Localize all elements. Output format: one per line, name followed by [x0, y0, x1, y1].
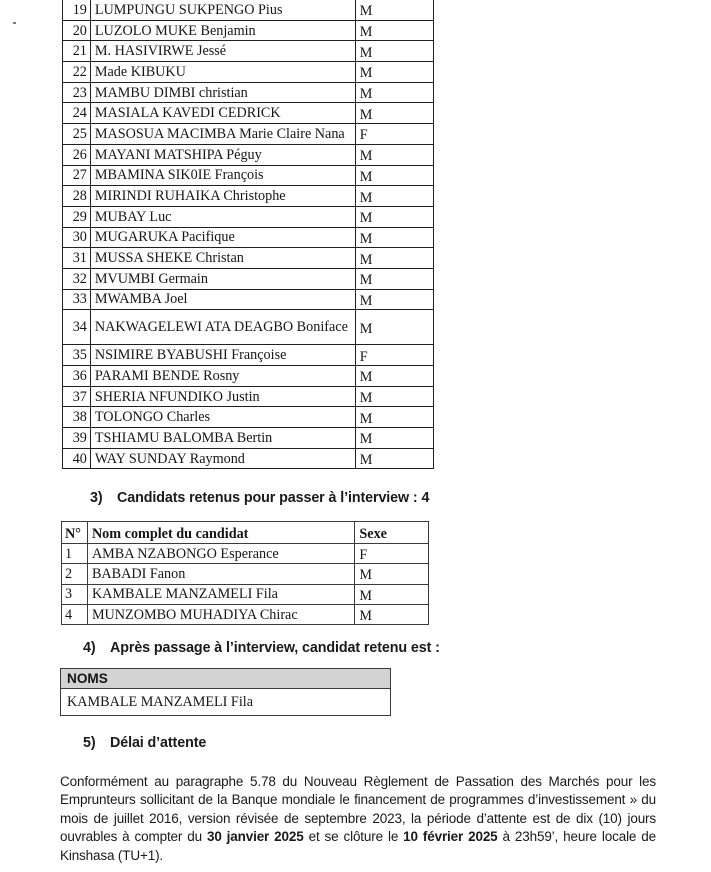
- candidate-sex: M: [355, 448, 433, 469]
- table-row: [62, 564, 429, 584]
- column-header-name: Nom complet du candidat: [87, 522, 354, 544]
- candidate-name: PARAMI BENDE Rosny: [90, 366, 355, 387]
- candidates-list-table: [62, 0, 434, 469]
- table-row: [63, 186, 434, 207]
- candidate-sex: M: [355, 268, 433, 289]
- row-number: 30: [63, 227, 91, 248]
- table-row: [63, 206, 434, 227]
- candidate-sex: M: [355, 20, 433, 41]
- candidate-sex: M: [355, 604, 429, 624]
- candidate-sex: M: [355, 386, 433, 407]
- table-row: [63, 289, 434, 310]
- section-number: 3): [90, 490, 103, 506]
- candidate-name: TOLONGO Charles: [90, 407, 355, 428]
- table-row: [63, 366, 434, 387]
- row-number: 2: [62, 564, 88, 584]
- candidate-name: M. HASIVIRWE Jessé: [90, 41, 355, 62]
- interview-candidates-table: [61, 521, 429, 625]
- candidate-name: MAYANI MATSHIPA Péguy: [90, 144, 355, 165]
- candidate-name: LUZOLO MUKE Benjamin: [90, 20, 355, 41]
- candidate-sex: M: [355, 41, 433, 62]
- table-row: [63, 268, 434, 289]
- candidate-name: MASOSUA MACIMBA Marie Claire Nana: [90, 124, 355, 145]
- paragraph-text: à 23h59’, heure locale de Kinshasa (TU+1).: [60, 829, 656, 863]
- candidate-sex: M: [355, 62, 433, 83]
- section-number: 5): [83, 735, 96, 751]
- table-row: [63, 407, 434, 428]
- table-row: [63, 0, 434, 20]
- candidate-name: MASIALA KAVEDI CEDRICK: [90, 103, 355, 124]
- selected-candidate-name: KAMBALE MANZAMELI Fila: [61, 689, 391, 716]
- row-number: 23: [63, 82, 91, 103]
- candidate-name: NAKWAGELEWI ATA DEAGBO Boniface: [90, 310, 355, 345]
- row-number: 26: [63, 144, 91, 165]
- column-header-number: N°: [62, 522, 88, 544]
- candidate-sex: M: [355, 227, 433, 248]
- table-row: [63, 227, 434, 248]
- table-row: [63, 428, 434, 449]
- table-row: [63, 41, 434, 62]
- candidate-name: BABADI Fanon: [87, 564, 354, 584]
- candidate-name: SHERIA NFUNDIKO Justin: [90, 386, 355, 407]
- row-number: 40: [63, 448, 91, 469]
- candidate-name: WAY SUNDAY Raymond: [90, 448, 355, 469]
- table-row: [63, 82, 434, 103]
- table-header-row: [61, 669, 391, 689]
- candidate-sex: M: [355, 103, 433, 124]
- candidate-name: MAMBU DIMBI christian: [90, 82, 355, 103]
- selected-candidate-table: [60, 668, 391, 716]
- candidate-sex: M: [355, 428, 433, 449]
- candidate-name: MUGARUKA Pacifique: [90, 227, 355, 248]
- row-number: 20: [63, 20, 91, 41]
- row-number: 34: [63, 310, 91, 345]
- row-number: 37: [63, 386, 91, 407]
- candidate-sex: M: [355, 366, 433, 387]
- candidate-sex: M: [355, 144, 433, 165]
- paragraph-text: et se clôture le: [303, 829, 404, 845]
- table-row: [62, 584, 429, 604]
- row-number: 32: [63, 268, 91, 289]
- table-row: [63, 165, 434, 186]
- row-number: 1: [62, 544, 88, 564]
- column-header-sex: Sexe: [355, 522, 429, 544]
- candidate-name: MBAMINA SIK0IE François: [90, 165, 355, 186]
- row-number: 19: [63, 0, 91, 20]
- row-number: 29: [63, 206, 91, 227]
- candidate-sex: M: [355, 186, 433, 207]
- section-5-heading: [83, 735, 206, 751]
- row-number: 38: [63, 407, 91, 428]
- row-number: 3: [62, 584, 88, 604]
- scan-artifact: [13, 22, 16, 24]
- row-number: 21: [63, 41, 91, 62]
- section-3-heading: [90, 490, 429, 506]
- candidate-name: MWAMBA Joel: [90, 289, 355, 310]
- section-number: 4): [83, 640, 96, 656]
- row-number: 27: [63, 165, 91, 186]
- table-header-row: [62, 522, 429, 544]
- candidate-name: MVUMBI Germain: [90, 268, 355, 289]
- table-row: [63, 248, 434, 269]
- candidate-sex: M: [355, 0, 433, 20]
- candidate-name: MUBAY Luc: [90, 206, 355, 227]
- row-number: 24: [63, 103, 91, 124]
- row-number: 4: [62, 604, 88, 624]
- candidate-sex: M: [355, 584, 429, 604]
- candidate-name: LUMPUNGU SUKPENGO Pius: [90, 0, 355, 20]
- start-date: 30 janvier 2025: [206, 829, 304, 845]
- candidate-name: MUSSA SHEKE Christan: [90, 248, 355, 269]
- waiting-period-paragraph: [60, 773, 656, 865]
- table-row: [62, 604, 429, 624]
- row-number: 25: [63, 124, 91, 145]
- candidate-name: NSIMIRE BYABUSHI Françoise: [90, 345, 355, 366]
- table-row: [63, 144, 434, 165]
- section-4-heading: [83, 640, 440, 656]
- candidate-sex: M: [355, 564, 429, 584]
- section-title: Après passage à l’interview, candidat retenu est :: [110, 640, 440, 656]
- row-number: 35: [63, 345, 91, 366]
- row-number: 31: [63, 248, 91, 269]
- candidate-name: TSHIAMU BALOMBA Bertin: [90, 428, 355, 449]
- table-row: [63, 20, 434, 41]
- table-row: [63, 124, 434, 145]
- candidate-sex: F: [355, 124, 433, 145]
- candidate-sex: M: [355, 289, 433, 310]
- candidate-sex: M: [355, 407, 433, 428]
- row-number: 22: [63, 62, 91, 83]
- candidate-name: AMBA NZABONGO Esperance: [87, 544, 354, 564]
- candidate-sex: F: [355, 345, 433, 366]
- row-number: 28: [63, 186, 91, 207]
- table-row: [63, 345, 434, 366]
- table-row: [63, 103, 434, 124]
- candidate-name: KAMBALE MANZAMELI Fila: [87, 584, 354, 604]
- column-header-noms: NOMS: [61, 669, 391, 689]
- candidate-sex: M: [355, 165, 433, 186]
- candidate-name: Made KIBUKU: [90, 62, 355, 83]
- candidate-sex: M: [355, 82, 433, 103]
- end-date: 10 février 2025: [403, 829, 498, 845]
- candidate-name: MIRINDI RUHAIKA Christophe: [90, 186, 355, 207]
- candidate-name: MUNZOMBO MUHADIYA Chirac: [87, 604, 354, 624]
- row-number: 33: [63, 289, 91, 310]
- table-row: [63, 62, 434, 83]
- paragraph-text: Conformément au paragraphe 5.78 du Nouveau Règlement de Passation des Marchés pour les Emprunteurs sollicitant de la Banque mondiale le financement de programmes d’investissement » du mois de juillet 2016, version révisée de septembre 2023, la période d’attente est de dix (10) jours ouvrables à compter du: [60, 774, 656, 845]
- table-row: [63, 386, 434, 407]
- section-title: Délai d’attente: [110, 735, 207, 751]
- table-row: [63, 448, 434, 469]
- table-row: [61, 689, 391, 716]
- row-number: 39: [63, 428, 91, 449]
- table-row: [62, 544, 429, 564]
- section-title: Candidats retenus pour passer à l’interview : 4: [117, 490, 430, 506]
- row-number: 36: [63, 366, 91, 387]
- table-row: [63, 310, 434, 345]
- candidate-sex: M: [355, 248, 433, 269]
- candidate-sex: M: [355, 206, 433, 227]
- candidate-sex: F: [355, 544, 429, 564]
- candidate-sex: M: [355, 310, 433, 345]
